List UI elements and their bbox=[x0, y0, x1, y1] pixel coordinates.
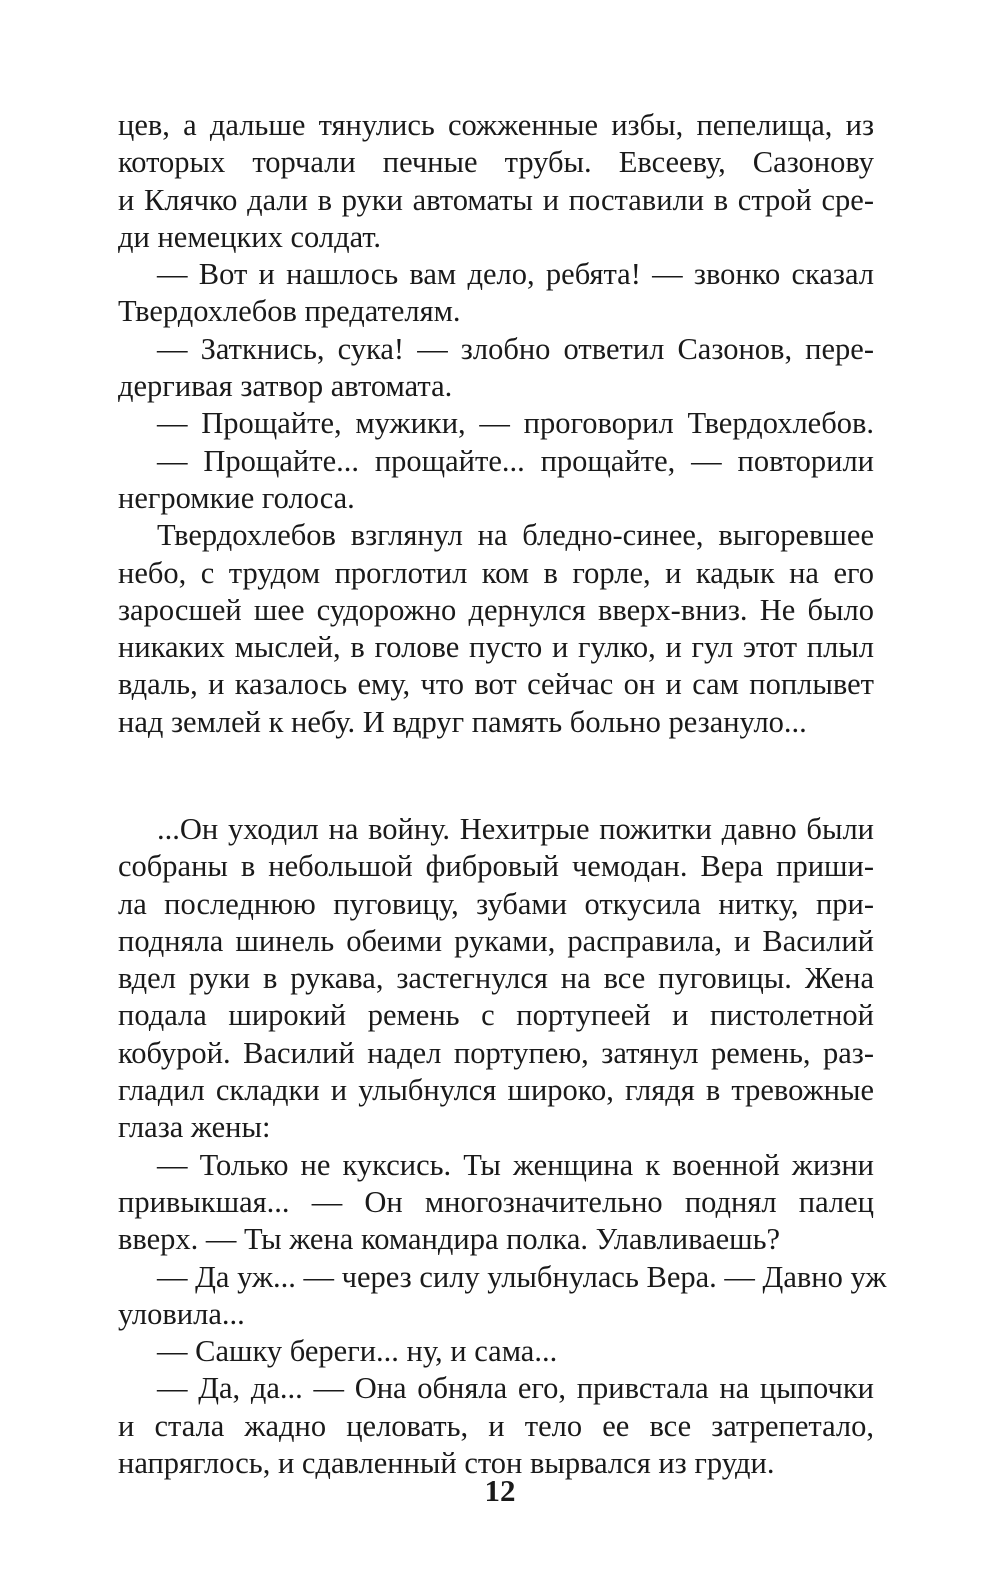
text-section-2 bbox=[118, 811, 887, 1482]
text-line: вверх. — Ты жена командира полка. Улавливаешь? bbox=[118, 1222, 781, 1257]
text-line: кобурой. Василий надел портупею, затянул ремень, раз- bbox=[118, 1035, 874, 1070]
text-line: дергивая затвор автомата. bbox=[118, 369, 453, 404]
text-line: привыкшая... — Он многозначительно поднял палец bbox=[118, 1184, 874, 1219]
text-line: напряглось, и сдавленный стон вырвался из груди. bbox=[118, 1446, 775, 1481]
text-line: — Заткнись, сука! — злобно ответил Сазонов, пере- bbox=[157, 331, 874, 366]
text-line: цев, а дальше тянулись сожженные избы, пепелища, из bbox=[118, 108, 874, 142]
text-line: которых торчали печные трубы. Евсееву, Сазонову bbox=[118, 145, 874, 180]
text-line: никаких мыслей, в голове пусто и гулко, и гул этот плыл bbox=[118, 630, 874, 665]
text-line: — Сашку береги... ну, и сама... bbox=[157, 1334, 558, 1369]
text-line: — Вот и нашлось вам дело, ребята! — звонко сказал bbox=[157, 257, 874, 292]
text-line: Твердохлебов взглянул на бледно-синее, выгоревшее bbox=[157, 518, 874, 553]
text-line: уловила... bbox=[118, 1296, 245, 1331]
text-line: ди немецких солдат. bbox=[118, 219, 382, 254]
text-section-1 bbox=[118, 107, 874, 741]
text-line: небо, с трудом проглотил ком в горле, и кадык на его bbox=[118, 555, 874, 590]
text-line: — Да уж... — через силу улыбнулась Вера. — Давно уж bbox=[157, 1259, 887, 1294]
page-number: 12 bbox=[484, 1473, 516, 1508]
text-line: вдаль, и казалось ему, что вот сейчас он и сам поплывет bbox=[118, 667, 874, 702]
text-line: негромкие голоса. bbox=[118, 480, 355, 515]
text-line: и стала жадно целовать, и тело ее все затрепетало, bbox=[118, 1408, 874, 1443]
text-line: подняла шинель обеими руками, расправила, и Василий bbox=[118, 923, 874, 958]
text-line: подала широкий ремень с портупеей и пистолетной bbox=[118, 998, 874, 1033]
text-line: глаза жены: bbox=[118, 1110, 271, 1145]
text-line: — Прощайте, мужики, — проговорил Твердохлебов. bbox=[157, 406, 874, 441]
text-line: — Да, да... — Она обняла его, привстала на цыпочки bbox=[157, 1371, 874, 1406]
text-line: заросшей шее судорожно дернулся вверх-вниз. Не было bbox=[118, 592, 874, 627]
text-line: — Только не куксись. Ты женщина к военной жизни bbox=[157, 1147, 874, 1182]
text-line: ...Он уходил на войну. Нехитрые пожитки давно были bbox=[157, 812, 874, 846]
text-line: собраны в небольшой фибровый чемодан. Вера приши- bbox=[118, 849, 874, 884]
text-line: вдел руки в рукава, застегнулся на все пуговицы. Жена bbox=[118, 961, 874, 996]
text-line: и Клячко дали в руки автоматы и поставили в строй сре- bbox=[118, 182, 874, 217]
text-line: — Прощайте... прощайте... прощайте, — повторили bbox=[157, 443, 874, 478]
text-line: Твердохлебов предателям. bbox=[118, 294, 461, 329]
text-line: ла последнюю пуговицу, зубами откусила нитку, при- bbox=[118, 886, 874, 921]
text-line: над землей к небу. И вдруг память больно резануло... bbox=[118, 704, 807, 739]
text-line: гладил складки и улыбнулся широко, глядя в тревожные bbox=[118, 1073, 874, 1108]
